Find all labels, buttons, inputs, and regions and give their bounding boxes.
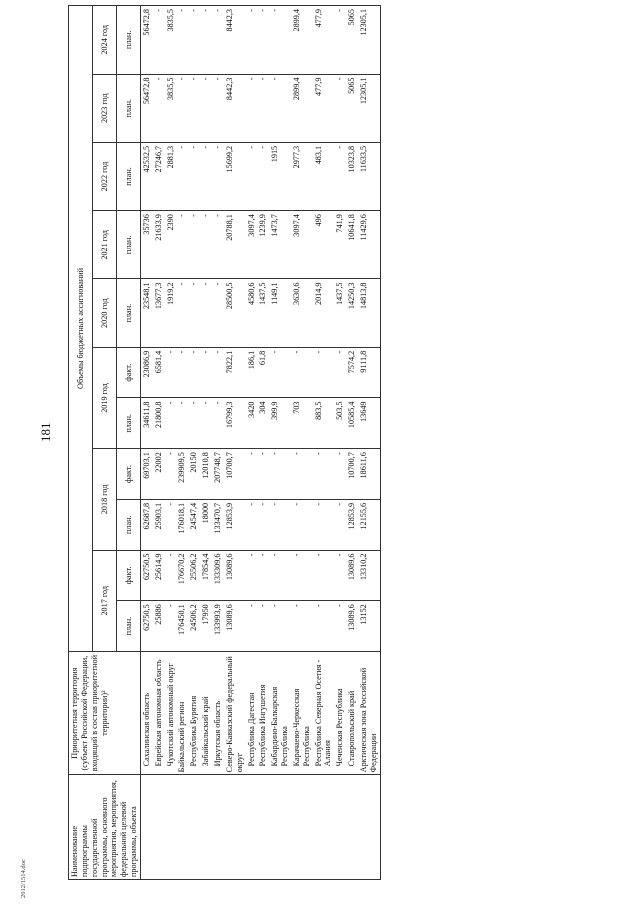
name-cell <box>313 775 335 880</box>
value-cell: - <box>246 499 258 550</box>
territory-cell: Иркутская область <box>212 651 224 774</box>
value-cell: 18611,6 <box>358 449 380 500</box>
value-cell: - <box>257 449 269 500</box>
value-cell: 21633,9 <box>153 211 165 279</box>
page-number: 181 <box>38 422 53 442</box>
value-cell: 2014,9 <box>313 279 335 347</box>
value-cell: 10700,7 <box>346 449 358 500</box>
value-cell: 14813,8 <box>358 279 380 347</box>
table-row <box>200 6 212 880</box>
value-cell: - <box>269 6 291 75</box>
value-cell: 42532,5 <box>140 142 152 210</box>
value-cell: 12853,9 <box>224 499 246 550</box>
value-cell: - <box>334 550 346 601</box>
value-cell: 207748,7 <box>212 449 224 500</box>
value-cell: 15699,2 <box>224 142 246 210</box>
value-cell: 10323,8 <box>346 142 358 210</box>
header-fact: факт. <box>116 449 140 500</box>
value-cell: 477,9 <box>313 6 335 75</box>
value-cell: - <box>212 6 224 75</box>
value-cell: - <box>269 601 291 652</box>
value-cell: - <box>269 449 291 500</box>
value-cell: 176018,1 <box>176 499 188 550</box>
table-row <box>346 6 358 880</box>
value-cell: - <box>246 74 258 142</box>
value-cell: - <box>291 449 313 500</box>
territory-cell: Арктическая зона Российской Федерации <box>358 651 380 774</box>
value-cell: 17854,4 <box>200 550 212 601</box>
value-cell: - <box>334 449 346 500</box>
value-cell: - <box>200 347 212 398</box>
value-cell: - <box>246 449 258 500</box>
value-cell: 34611,8 <box>140 398 152 449</box>
value-cell: - <box>176 142 188 210</box>
value-cell: - <box>176 347 188 398</box>
value-cell: 62687,8 <box>140 499 152 550</box>
value-cell: - <box>212 347 224 398</box>
header-year: 2019 год <box>92 347 116 448</box>
value-cell: 883,5 <box>313 398 335 449</box>
table-row <box>212 6 224 880</box>
document-reference: 2012/1514.doc <box>20 859 27 898</box>
value-cell: 11429,6 <box>358 211 380 279</box>
value-cell: 7822,1 <box>224 347 246 398</box>
value-cell: 176450,1 <box>176 601 188 652</box>
value-cell: 25614,9 <box>153 550 165 601</box>
name-cell <box>224 775 246 880</box>
territory-cell: Байкальский регион <box>176 651 188 774</box>
value-cell: 483,1 <box>313 142 335 210</box>
value-cell: - <box>257 142 269 210</box>
value-cell: 3420 <box>246 398 258 449</box>
header-year: 2017 год <box>92 550 116 651</box>
value-cell: 133993,9 <box>212 601 224 652</box>
value-cell: - <box>165 550 177 601</box>
value-cell: 12010,8 <box>200 449 212 500</box>
value-cell: 25886 <box>153 601 165 652</box>
value-cell: - <box>212 211 224 279</box>
name-cell <box>291 775 313 880</box>
value-cell: 27246,7 <box>153 142 165 210</box>
header-year: 2020 год <box>92 279 116 347</box>
value-cell: 12853,9 <box>346 499 358 550</box>
territory-cell: Северо-Кавказский федеральный округ <box>224 651 246 774</box>
value-cell: 2881,3 <box>165 142 177 210</box>
value-cell: 5065 <box>346 6 358 75</box>
value-cell: - <box>176 279 188 347</box>
value-cell: - <box>165 398 177 449</box>
value-cell: 62750,5 <box>140 550 152 601</box>
value-cell: - <box>334 6 346 75</box>
name-cell <box>176 775 188 880</box>
value-cell: - <box>269 550 291 601</box>
value-cell: 1919,2 <box>165 279 177 347</box>
header-plan: план. <box>116 6 140 75</box>
value-cell: 23086,9 <box>140 347 152 398</box>
value-cell: 1437,5 <box>257 279 269 347</box>
value-cell: 5065 <box>346 74 358 142</box>
name-cell <box>165 775 177 880</box>
value-cell: 25903,1 <box>153 499 165 550</box>
name-cell <box>269 775 291 880</box>
value-cell: - <box>212 74 224 142</box>
territory-cell: Ставропольский край <box>346 651 358 774</box>
value-cell: - <box>269 347 291 398</box>
value-cell: - <box>165 499 177 550</box>
value-cell: 3097,4 <box>291 211 313 279</box>
table-body <box>140 6 380 880</box>
value-cell: 9111,8 <box>358 347 380 398</box>
value-cell: 4580,6 <box>246 279 258 347</box>
value-cell: 6581,4 <box>153 347 165 398</box>
value-cell: - <box>200 279 212 347</box>
value-cell: - <box>188 211 200 279</box>
value-cell: 12305,1 <box>358 6 380 75</box>
table-row <box>313 6 335 880</box>
territory-cell: Республика Дагестан <box>246 651 258 774</box>
value-cell: - <box>200 211 212 279</box>
territory-cell: Кабардино-Балкарская Республика <box>269 651 291 774</box>
value-cell: - <box>153 6 165 75</box>
value-cell: - <box>176 211 188 279</box>
value-cell: 13089,6 <box>224 601 246 652</box>
value-cell: - <box>200 74 212 142</box>
value-cell: - <box>291 601 313 652</box>
value-cell: - <box>334 142 346 210</box>
value-cell: 503,5 <box>334 398 346 449</box>
value-cell: 186,1 <box>246 347 258 398</box>
table-row <box>140 6 152 880</box>
value-cell: 1915 <box>269 142 291 210</box>
table-row <box>153 6 165 880</box>
value-cell: 17950 <box>200 601 212 652</box>
value-cell: 24547,4 <box>188 499 200 550</box>
value-cell: 28500,5 <box>224 279 246 347</box>
name-cell <box>212 775 224 880</box>
value-cell: - <box>188 347 200 398</box>
value-cell: - <box>176 6 188 75</box>
value-cell: 2977,3 <box>291 142 313 210</box>
table-row <box>269 6 291 880</box>
name-cell <box>358 775 380 880</box>
value-cell: - <box>313 449 335 500</box>
header-territory-column: Приоритетная территория (субъект Российской Федерации, входящий в состав приоритетной территории)² <box>69 651 141 774</box>
value-cell: 10641,8 <box>346 211 358 279</box>
territory-cell: Карачаево-Черкесская Республика <box>291 651 313 774</box>
value-cell: 703 <box>291 398 313 449</box>
territory-cell: Еврейская автономная область <box>153 651 165 774</box>
rotated-table-container <box>68 5 613 880</box>
value-cell: 14250,3 <box>346 279 358 347</box>
value-cell: 25506,2 <box>188 550 200 601</box>
value-cell: - <box>200 398 212 449</box>
value-cell: 16799,3 <box>224 398 246 449</box>
name-cell <box>153 775 165 880</box>
value-cell: 22002 <box>153 449 165 500</box>
value-cell: 13089,6 <box>224 550 246 601</box>
value-cell: - <box>212 398 224 449</box>
value-cell: - <box>200 6 212 75</box>
value-cell: 176670,2 <box>176 550 188 601</box>
value-cell: 18000 <box>200 499 212 550</box>
territory-cell: Чукотский автономный округ <box>165 651 177 774</box>
value-cell: 239909,5 <box>176 449 188 500</box>
value-cell: 3097,4 <box>246 211 258 279</box>
value-cell: 1239,9 <box>257 211 269 279</box>
value-cell: 7574,2 <box>346 347 358 398</box>
value-cell: 24506,2 <box>188 601 200 652</box>
value-cell: 13310,2 <box>358 550 380 601</box>
value-cell: 13152 <box>358 601 380 652</box>
name-cell <box>346 775 358 880</box>
value-cell: 13649 <box>358 398 380 449</box>
value-cell: - <box>334 499 346 550</box>
header-year: 2024 год <box>92 6 116 75</box>
value-cell: - <box>257 74 269 142</box>
value-cell: 8442,3 <box>224 74 246 142</box>
value-cell: 1473,7 <box>269 211 291 279</box>
value-cell: - <box>246 601 258 652</box>
header-name-column: Наименование подпрограммы государственной программы, основного мероприятия, мероприятия, федеральной целевой программы, объекта <box>69 775 141 880</box>
value-cell: 21800,8 <box>153 398 165 449</box>
value-cell: - <box>269 74 291 142</box>
value-cell: - <box>200 142 212 210</box>
header-year: 2022 год <box>92 142 116 210</box>
value-cell: 10700,7 <box>224 449 246 500</box>
value-cell: 3835,5 <box>165 74 177 142</box>
value-cell: - <box>188 74 200 142</box>
territory-cell: Сахалинская область <box>140 651 152 774</box>
value-cell: 3835,5 <box>165 6 177 75</box>
value-cell: - <box>165 347 177 398</box>
value-cell: 496 <box>313 211 335 279</box>
name-cell <box>246 775 258 880</box>
value-cell: 56472,8 <box>140 74 152 142</box>
value-cell: 62750,5 <box>140 601 152 652</box>
value-cell: - <box>165 449 177 500</box>
value-cell: - <box>313 601 335 652</box>
value-cell: - <box>188 142 200 210</box>
header-fact: факт. <box>116 550 140 601</box>
header-volumes: Объемы бюджетных ассигнований <box>69 6 93 652</box>
value-cell: 23548,1 <box>140 279 152 347</box>
value-cell: - <box>176 398 188 449</box>
value-cell: 11633,5 <box>358 142 380 210</box>
value-cell: 13677,3 <box>153 279 165 347</box>
value-cell: - <box>212 279 224 347</box>
value-cell: - <box>291 347 313 398</box>
value-cell: 133470,7 <box>212 499 224 550</box>
table-row <box>165 6 177 880</box>
value-cell: - <box>246 6 258 75</box>
header-plan: план. <box>116 74 140 142</box>
value-cell: - <box>313 499 335 550</box>
value-cell: - <box>334 347 346 398</box>
table-row <box>224 6 246 880</box>
territory-cell: Чеченская Республика <box>334 651 346 774</box>
territory-cell: Республика Северная Осетия - Алания <box>313 651 335 774</box>
header-year: 2021 год <box>92 211 116 279</box>
value-cell: - <box>165 601 177 652</box>
table-row <box>188 6 200 880</box>
value-cell: - <box>291 550 313 601</box>
value-cell: - <box>291 499 313 550</box>
value-cell: - <box>257 499 269 550</box>
header-fact: факт. <box>116 347 140 398</box>
value-cell: 1149,1 <box>269 279 291 347</box>
value-cell: 477,9 <box>313 74 335 142</box>
name-cell <box>200 775 212 880</box>
name-cell <box>334 775 346 880</box>
value-cell: - <box>212 142 224 210</box>
value-cell: 61,8 <box>257 347 269 398</box>
value-cell: 12305,1 <box>358 74 380 142</box>
header-plan: план. <box>116 211 140 279</box>
value-cell: 69703,1 <box>140 449 152 500</box>
header-year: 2018 год <box>92 449 116 550</box>
value-cell: - <box>257 550 269 601</box>
header-year: 2023 год <box>92 74 116 142</box>
header-plan: план. <box>116 279 140 347</box>
value-cell: - <box>188 398 200 449</box>
territory-cell: Республика Ингушетия <box>257 651 269 774</box>
value-cell: 20788,1 <box>224 211 246 279</box>
table-row <box>246 6 258 880</box>
value-cell: - <box>176 74 188 142</box>
value-cell: 741,9 <box>334 211 346 279</box>
value-cell: 2390 <box>165 211 177 279</box>
value-cell: - <box>257 601 269 652</box>
name-cell <box>257 775 269 880</box>
value-cell: 13089,6 <box>346 550 358 601</box>
table-row <box>257 6 269 880</box>
territory-cell: Забайкальский край <box>200 651 212 774</box>
value-cell: - <box>334 601 346 652</box>
value-cell: 399,9 <box>269 398 291 449</box>
value-cell: - <box>188 279 200 347</box>
name-cell <box>140 775 152 880</box>
header-plan: план. <box>116 398 140 449</box>
value-cell: - <box>334 74 346 142</box>
value-cell: - <box>246 550 258 601</box>
header-plan: план. <box>116 601 140 652</box>
value-cell: 10585,4 <box>346 398 358 449</box>
value-cell: 2899,4 <box>291 74 313 142</box>
value-cell: - <box>153 74 165 142</box>
value-cell: - <box>313 550 335 601</box>
value-cell: 35736 <box>140 211 152 279</box>
header-plan: план. <box>116 499 140 550</box>
value-cell: - <box>313 347 335 398</box>
value-cell: - <box>269 499 291 550</box>
value-cell: 133309,6 <box>212 550 224 601</box>
table-row <box>358 6 380 880</box>
value-cell: 56472,8 <box>140 6 152 75</box>
value-cell: 13089,6 <box>346 601 358 652</box>
value-cell: - <box>246 142 258 210</box>
value-cell: 2899,4 <box>291 6 313 75</box>
table-row <box>176 6 188 880</box>
value-cell: 12155,6 <box>358 499 380 550</box>
header-plan: план. <box>116 142 140 210</box>
table-row <box>291 6 313 880</box>
value-cell: - <box>188 6 200 75</box>
value-cell: 1437,5 <box>334 279 346 347</box>
value-cell: - <box>257 6 269 75</box>
table-row <box>334 6 346 880</box>
value-cell: 3630,6 <box>291 279 313 347</box>
name-cell <box>188 775 200 880</box>
territory-cell: Республика Бурятия <box>188 651 200 774</box>
value-cell: 20150 <box>188 449 200 500</box>
value-cell: 8442,3 <box>224 6 246 75</box>
value-cell: 304 <box>257 398 269 449</box>
budget-allocations-table <box>68 5 381 880</box>
